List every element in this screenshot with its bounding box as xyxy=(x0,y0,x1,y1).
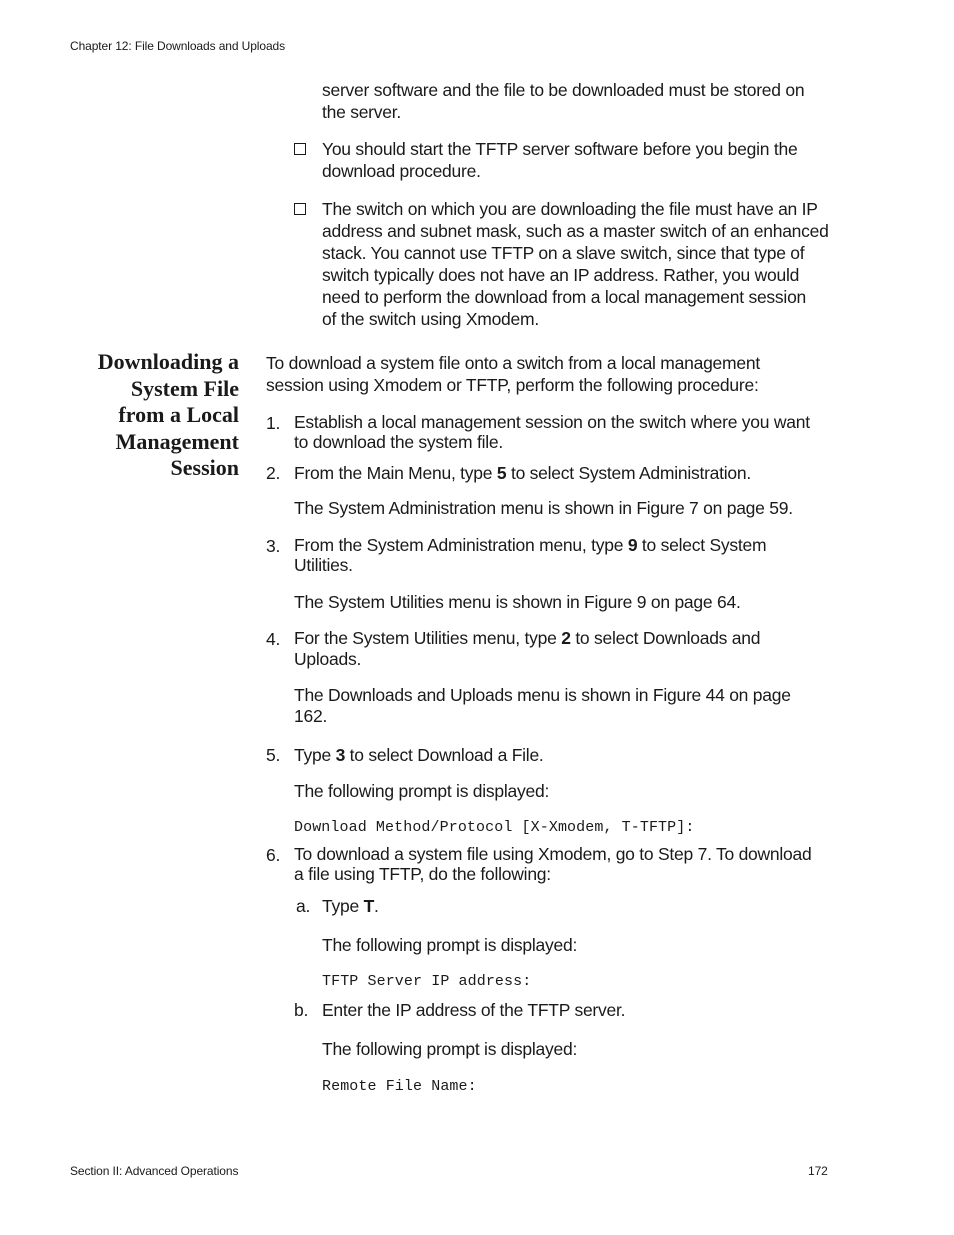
step-text: . xyxy=(374,896,379,916)
step-text: to select System Administration. xyxy=(506,463,751,483)
text-line: To download a system file using Xmodem, go to Step 7. To download xyxy=(294,844,812,864)
text-line: to download the system file. xyxy=(294,432,503,452)
text-line: of the switch using Xmodem. xyxy=(322,309,539,329)
checkbox-bullet-icon xyxy=(294,143,306,155)
step-text: to select Download a File. xyxy=(345,745,544,765)
heading-line: Downloading a xyxy=(97,349,239,374)
text-line: Utilities. xyxy=(294,555,353,575)
step-number: 5. xyxy=(266,745,281,765)
step-note xyxy=(294,685,791,727)
step-text: to select Downloads and xyxy=(570,628,761,648)
text-line: a file using TFTP, do the following: xyxy=(294,864,551,884)
text-line: session using Xmodem or TFTP, perform the following procedure: xyxy=(266,375,759,395)
text-line: address and subnet mask, such as a master switch of an enhanced xyxy=(322,221,829,241)
step-text: to select System xyxy=(637,535,767,555)
heading-line: Session xyxy=(170,455,239,480)
checkbox-bullet-icon xyxy=(294,203,306,215)
step-note: The following prompt is displayed: xyxy=(294,781,550,801)
text-line: download procedure. xyxy=(322,161,481,181)
step-text: For the System Utilities menu, type xyxy=(294,628,562,648)
text-line: You should start the TFTP server software before you begin the xyxy=(322,139,798,159)
step-text: Type xyxy=(322,896,364,916)
step-note: The following prompt is displayed: xyxy=(322,1039,578,1059)
step-4 xyxy=(294,628,760,670)
text-line: The Downloads and Uploads menu is shown in Figure 44 on page xyxy=(294,685,791,705)
text-line: 162. xyxy=(294,706,328,726)
substep-label: b. xyxy=(294,1000,309,1020)
step-number: 2. xyxy=(266,463,281,483)
key-value: 5 xyxy=(496,463,507,483)
step-1 xyxy=(294,412,810,452)
text-line: To download a system file onto a switch from a local management xyxy=(266,353,760,373)
page-number: 172 xyxy=(808,1164,828,1178)
text-line: the server. xyxy=(322,102,401,122)
step-2 xyxy=(294,462,751,484)
key-value: 9 xyxy=(627,535,638,555)
substep-a xyxy=(322,895,379,917)
text-line: Establish a local management session on the switch where you want xyxy=(294,412,810,432)
step-6 xyxy=(294,844,812,884)
lead-paragraph xyxy=(266,352,760,396)
step-5 xyxy=(294,744,544,766)
heading-line: System File xyxy=(130,375,239,401)
text-line: stack. You cannot use TFTP on a slave switch, since that type of xyxy=(322,243,805,263)
step-note: The System Administration menu is shown in Figure 7 on page 59. xyxy=(294,498,793,518)
code-prompt: Download Method/Protocol [X-Xmodem, T-TFTP]: xyxy=(294,819,695,836)
text-line: server software and the file to be downloaded must be stored on xyxy=(322,80,805,100)
step-number: 4. xyxy=(266,629,281,649)
heading-line: Management xyxy=(115,428,239,454)
running-header: Chapter 12: File Downloads and Uploads xyxy=(70,39,285,53)
intro-continuation xyxy=(322,79,804,123)
text-line: Uploads. xyxy=(294,649,362,669)
step-note: The System Utilities menu is shown in Figure 9 on page 64. xyxy=(294,592,741,612)
running-footer: Section II: Advanced Operations xyxy=(70,1164,239,1178)
key-value: 2 xyxy=(561,628,571,648)
substep-b: Enter the IP address of the TFTP server. xyxy=(322,1000,626,1020)
step-3 xyxy=(294,535,766,575)
step-note: The following prompt is displayed: xyxy=(322,935,578,955)
text-line: switch typically does not have an IP address. Rather, you would xyxy=(322,265,800,285)
bullet-item xyxy=(322,198,829,330)
step-number: 6. xyxy=(266,845,281,865)
heading-line: from a Local xyxy=(118,402,239,427)
step-text: From the Main Menu, type xyxy=(294,463,497,483)
code-prompt: TFTP Server IP address: xyxy=(322,973,532,990)
text-line: The switch on which you are downloading the file must have an IP xyxy=(322,199,818,219)
section-heading xyxy=(39,349,239,482)
text-line: need to perform the download from a local management session xyxy=(322,287,807,307)
step-number: 3. xyxy=(266,536,281,556)
key-value: 3 xyxy=(335,745,346,765)
step-text: From the System Administration menu, type xyxy=(294,535,628,555)
substep-label: a. xyxy=(296,896,311,916)
bullet-item xyxy=(322,138,797,182)
step-text: Type xyxy=(294,745,336,765)
step-number: 1. xyxy=(266,413,281,433)
code-prompt: Remote File Name: xyxy=(322,1078,477,1095)
key-value: T xyxy=(363,896,375,916)
